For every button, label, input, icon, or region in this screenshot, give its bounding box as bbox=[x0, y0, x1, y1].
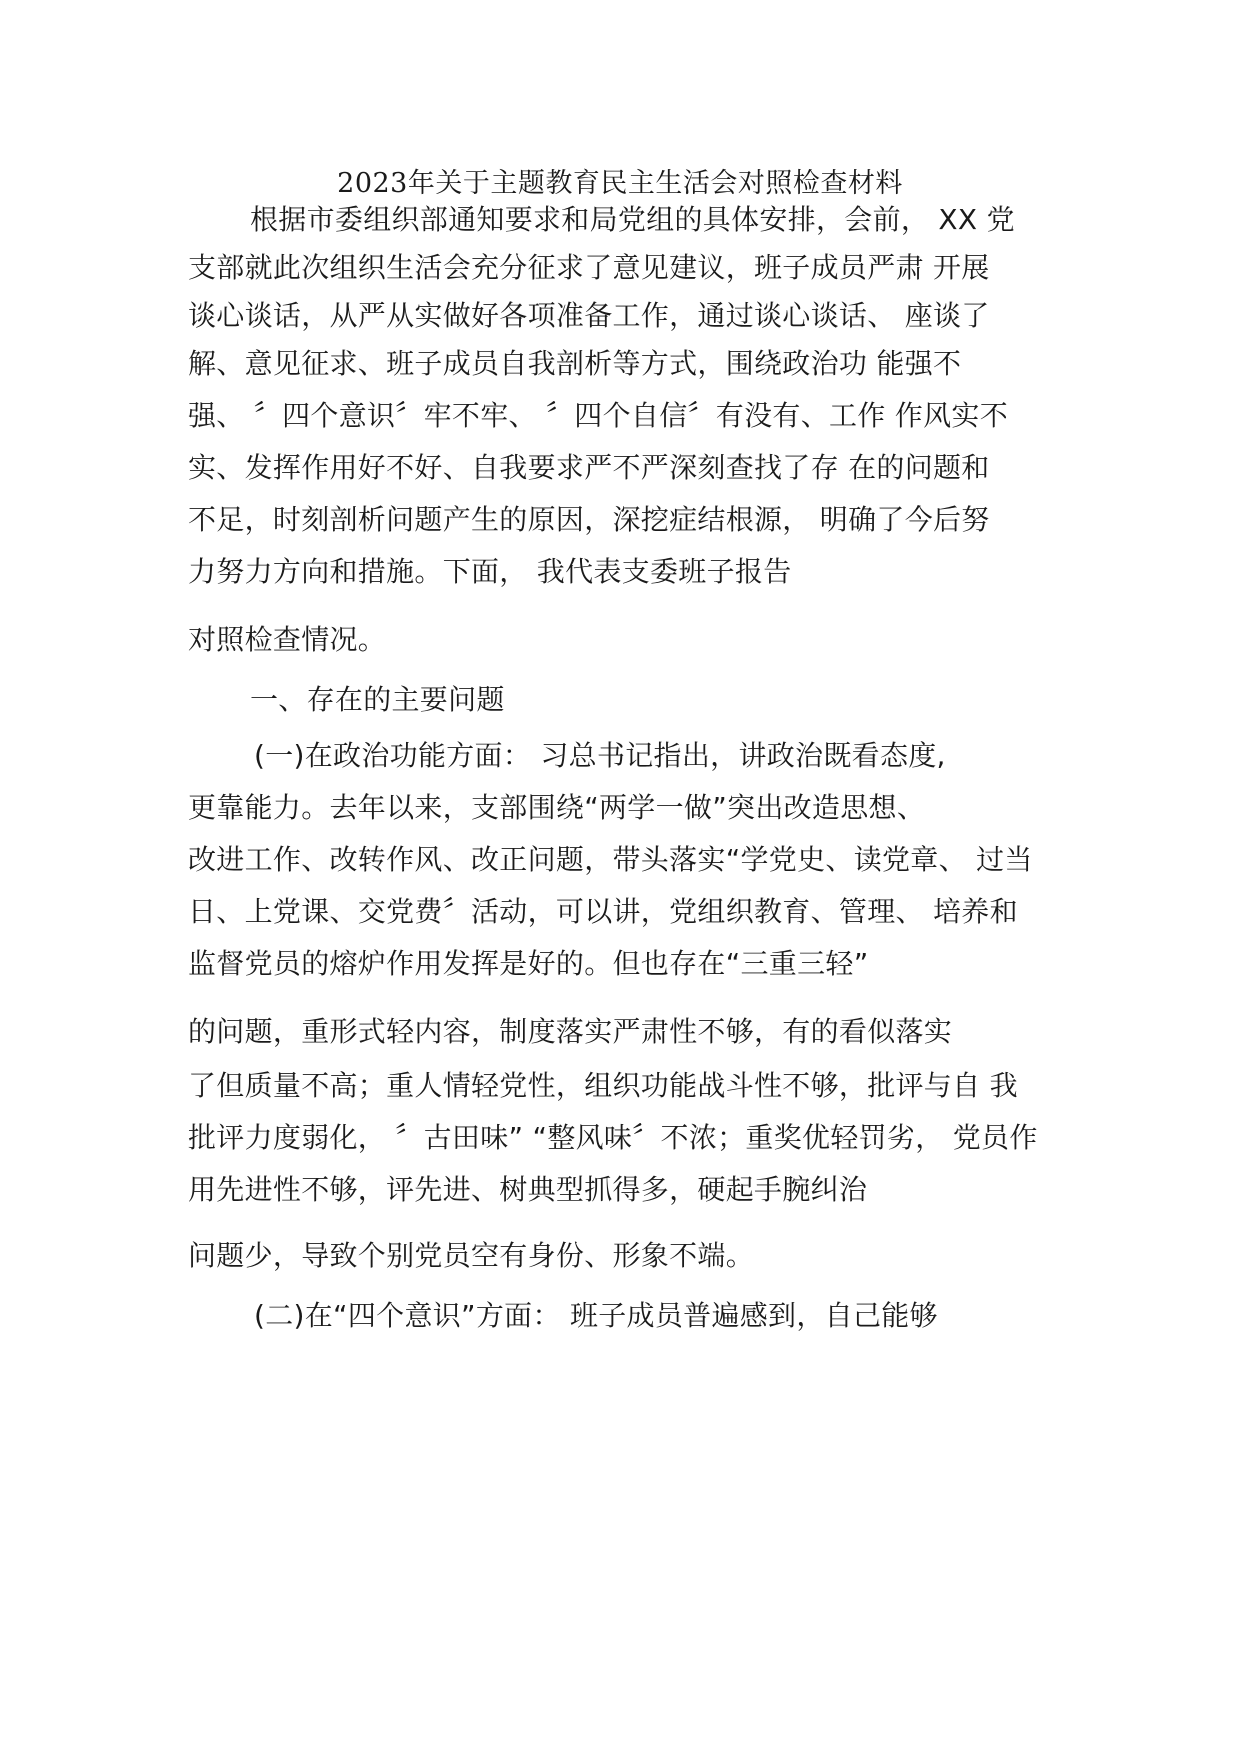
paragraph-line: 支部就此次组织生活会充分征求了意见建议，班子成员严肃 开展 bbox=[188, 251, 990, 284]
document-title: 2023年关于主题教育民主生活会对照检查材料 bbox=[337, 168, 903, 199]
subsection-heading: (一)在政治功能方面： 习总书记指出，讲政治既看态度, bbox=[254, 739, 946, 772]
subsection-heading: (二)在“四个意识”方面： 班子成员普遍感到，自己能够 bbox=[254, 1299, 938, 1332]
paragraph-line: 监督党员的熔炉作用发挥是好的。但也存在“三重三轻” bbox=[188, 947, 869, 980]
paragraph-line: 批评力度弱化， 〞古田味” “整风味〞不浓；重奖优轻罚劣， 党员作 bbox=[188, 1121, 1038, 1154]
section-heading: 一、存在的主要问题 bbox=[250, 683, 505, 716]
paragraph-line: 解、意见征求、班子成员自我剖析等方式，围绕政治功 能强不 bbox=[188, 347, 962, 380]
paragraph-line: 谈心谈话，从严从实做好各项准备工作，通过谈心谈话、 座谈了 bbox=[188, 299, 990, 332]
paragraph-line: 了但质量不高；重人情轻党性，组织功能战斗性不够，批评与自 我 bbox=[188, 1069, 1018, 1102]
paragraph-line: 的问题，重形式轻内容，制度落实严肃性不够，有的看似落实 bbox=[188, 1015, 953, 1048]
paragraph-line: 改进工作、改转作风、改正问题，带头落实“学党史、读党章、 过当 bbox=[188, 843, 1033, 876]
paragraph-line: 日、上党课、交党费〞活动，可以讲，党组织教育、管理、 培养和 bbox=[188, 895, 1018, 928]
paragraph-line: 根据市委组织部通知要求和局党组的具体安排，会前， XX 党 bbox=[250, 203, 1015, 236]
paragraph-line: 用先进性不够，评先进、树典型抓得多，硬起手腕纠治 bbox=[188, 1173, 868, 1206]
paragraph-line: 强、 〞四个意识〞牢不牢、 〞四个自信〞有没有、工作 作风实不 bbox=[188, 399, 1009, 432]
paragraph-line: 对照检查情况。 bbox=[188, 623, 387, 656]
paragraph-line: 问题少，导致个别党员空有身份、形象不端。 bbox=[188, 1239, 755, 1272]
paragraph-line: 实、发挥作用好不好、自我要求严不严深刻查找了存 在的问题和 bbox=[188, 451, 990, 484]
paragraph-line: 力努力方向和措施。下面， 我代表支委班子报告 bbox=[188, 555, 792, 588]
paragraph-line: 更靠能力。去年以来，支部围绕“两学一做”突出改造思想、 bbox=[188, 791, 926, 824]
paragraph-line: 不足，时刻剖析问题产生的原因，深挖症结根源， 明确了今后努 bbox=[188, 503, 990, 536]
